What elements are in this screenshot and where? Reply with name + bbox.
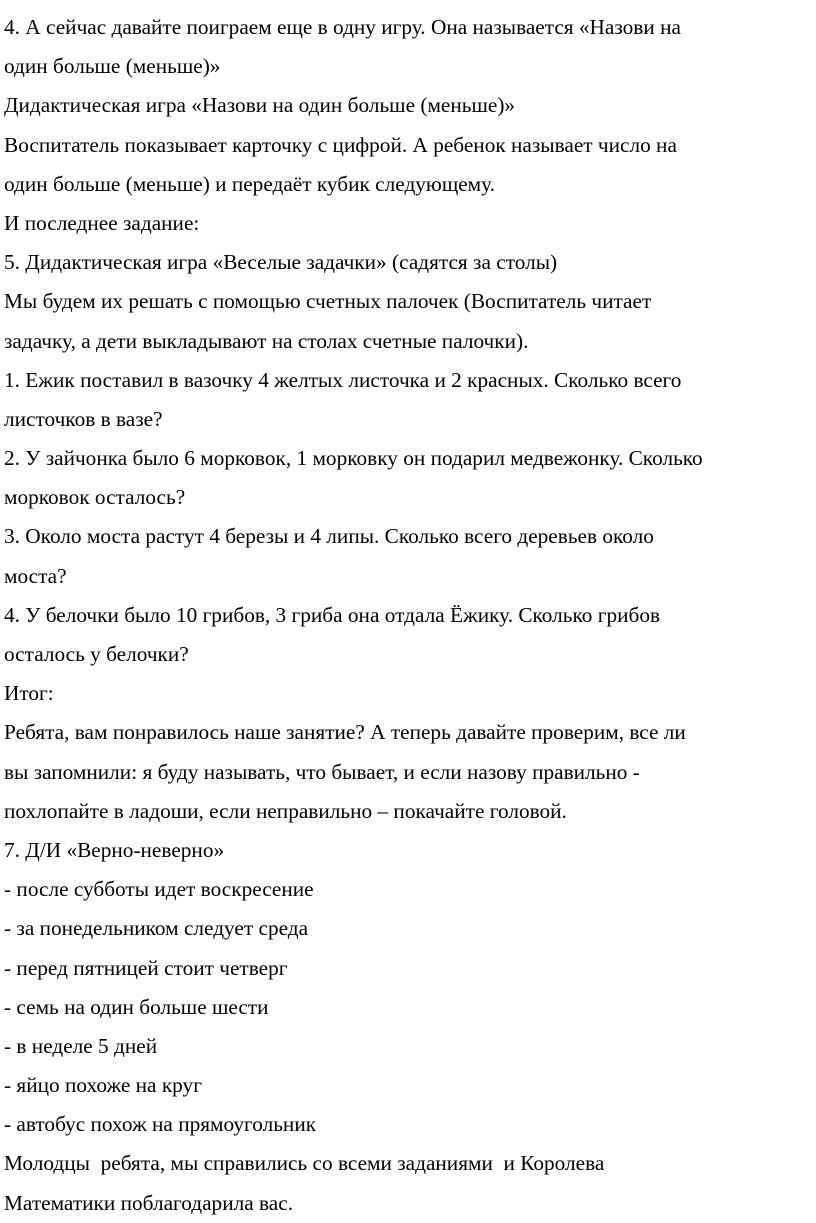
text-line: похлопайте в ладоши, если неправильно – покачайте головой. [4,798,567,823]
text-line: - семь на один больше шести [4,994,269,1019]
text-line: Математики поблагодарила вас. [4,1190,294,1215]
text-line: 7. Д/И «Верно-неверно» [4,837,225,862]
text-line: 1. Ежик поставил в вазочку 4 желтых листочка и 2 красных. Сколько всего [4,367,682,392]
text-line: Ребята, вам понравилось наше занятие? А теперь давайте проверим, все ли [4,720,686,745]
text-line: 2. У зайчонка было 6 морковок, 1 морковку он подарил медвежонку. Сколько [4,446,703,471]
text-line: - за понедельником следует среда [4,916,309,941]
text-line: - яйцо похоже на круг [4,1073,202,1098]
text-line: - в неделе 5 дней [4,1033,158,1058]
text-line: один больше (меньше)» [4,54,221,79]
text-line: задачку, а дети выкладывают на столах счетные палочки). [4,328,529,353]
text-line: Мы будем их решать с помощью счетных палочек (Воспитатель читает [4,289,652,314]
text-line: 3. Около моста растут 4 березы и 4 липы. Сколько всего деревьев около [4,524,654,549]
text-line: листочков в вазе? [4,406,163,431]
text-line: морковок осталось? [4,485,186,510]
text-line: вы запомнили: я буду называть, что бывает, и если назову правильно - [4,759,640,784]
text-line: - автобус похож на прямоугольник [4,1112,317,1137]
text-line: 5. Дидактическая игра «Веселые задачки» (садятся за столы) [4,250,558,275]
text-line: - перед пятницей стоит четверг [4,955,288,980]
text-line: Молодцы ребята, мы справились со всеми заданиями и Королева [4,1151,605,1176]
text-line: Воспитатель показывает карточку с цифрой. А ребенок называет число на [4,132,677,157]
text-line: - после субботы идет воскресение [4,877,314,902]
text-line: Дидактическая игра «Назови на один больше (меньше)» [4,93,516,118]
text-line: Итог: [4,681,54,706]
text-line: осталось у белочки? [4,642,189,666]
document-text [4,8,812,1223]
text-line: И последнее задание: [4,210,200,235]
text-line: 4. А сейчас давайте поиграем еще в одну игру. Она называется «Назови на [4,15,681,39]
text-line: моста? [4,563,67,588]
text-line: один больше (меньше) и передаёт кубик следующему. [4,171,496,196]
text-line: 4. У белочки было 10 грибов, 3 гриба она отдала Ёжику. Сколько грибов [4,602,661,627]
